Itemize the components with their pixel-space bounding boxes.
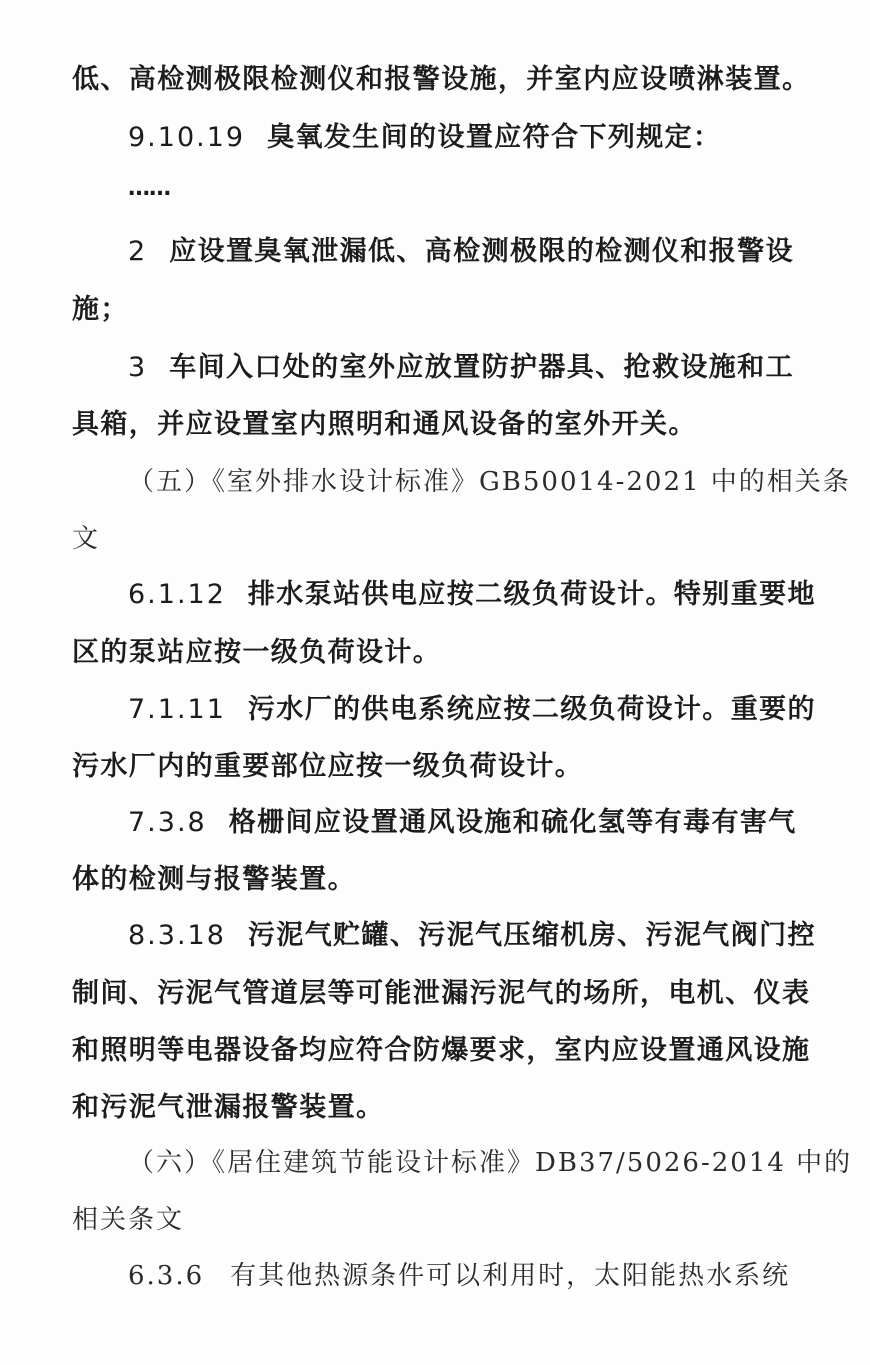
- text-line: [72, 526, 100, 552]
- text-line: [72, 66, 810, 93]
- line-text: 区的泵站应按一级负荷设计。: [72, 637, 442, 668]
- clause-heading: [128, 1263, 790, 1289]
- line-text: 污水厂内的重要部位应按一级负荷设计。: [72, 751, 584, 782]
- clause-number: 8.3.18: [128, 920, 226, 951]
- text-line: [72, 1207, 184, 1233]
- clause-text: 排水泵站供电应按二级负荷设计。特别重要地: [247, 579, 816, 610]
- line-text: 体的检测与报警装置。: [72, 864, 356, 895]
- clause-number: 6.1.12: [128, 579, 226, 610]
- clause-heading: [128, 124, 721, 151]
- ellipsis-text: ……: [128, 176, 170, 201]
- text-line: [72, 866, 356, 893]
- line-text: 低、高检测极限检测仪和报警设施，并室内应设喷淋装置。: [72, 64, 811, 95]
- line-text: 具箱，并应设置室内照明和通风设备的室外开关。: [72, 409, 697, 440]
- clause-number: 6.3.6: [128, 1261, 205, 1291]
- clause-text: 臭氧发生间的设置应符合下列规定：: [267, 122, 722, 153]
- line-text: 和照明等电器设备均应符合防爆要求，室内应设置通风设施: [72, 1035, 811, 1066]
- text-line: [72, 411, 697, 438]
- text-line: [72, 1037, 810, 1064]
- clause-text: 污泥气贮罐、污泥气压缩机房、污泥气阀门控: [247, 920, 816, 951]
- line-text: 文: [72, 524, 101, 554]
- clause-heading: [128, 809, 797, 836]
- clause-text: 格栅间应设置通风设施和硫化氢等有毒有害气: [228, 807, 797, 838]
- item-number: 2: [128, 236, 148, 267]
- clause-number: 7.1.11: [128, 694, 226, 725]
- line-text: 制间、污泥气管道层等可能泄漏污泥气的场所，电机、仪表: [72, 978, 811, 1009]
- item-number: 3: [128, 352, 148, 383]
- line-text: 相关条文: [72, 1205, 185, 1235]
- clause-heading: [128, 696, 816, 723]
- section-title: （六）《居住建筑节能设计标准》DB37/5026-2014 中的: [128, 1148, 853, 1178]
- section-heading: [128, 469, 851, 495]
- clause-text: 污水厂的供电系统应按二级负荷设计。重要的: [247, 694, 816, 725]
- list-item: [128, 238, 794, 265]
- section-title: （五）《室外排水设计标准》GB50014-2021 中的相关条: [128, 467, 851, 497]
- text-line: [72, 753, 583, 780]
- section-heading: [128, 1150, 852, 1176]
- item-text: 应设置臭氧泄漏低、高检测极限的检测仪和报警设: [169, 236, 794, 267]
- line-text: 和污泥气泄漏报警装置。: [72, 1092, 385, 1123]
- clause-heading: [128, 922, 816, 949]
- text-line: [72, 980, 810, 1007]
- clause-number: 9.10.19: [128, 122, 246, 153]
- clause-number: 7.3.8: [128, 807, 207, 838]
- clause-text: 有其他热源条件可以利用时，太阳能热水系统: [230, 1261, 791, 1291]
- text-line: [72, 639, 441, 666]
- clause-heading: [128, 581, 816, 608]
- item-text: 车间入口处的室外应放置防护器具、抢救设施和工: [169, 352, 794, 383]
- line-text: 施；: [72, 294, 129, 325]
- text-line: [72, 296, 129, 323]
- text-line: [72, 1094, 384, 1121]
- list-item: [128, 354, 794, 381]
